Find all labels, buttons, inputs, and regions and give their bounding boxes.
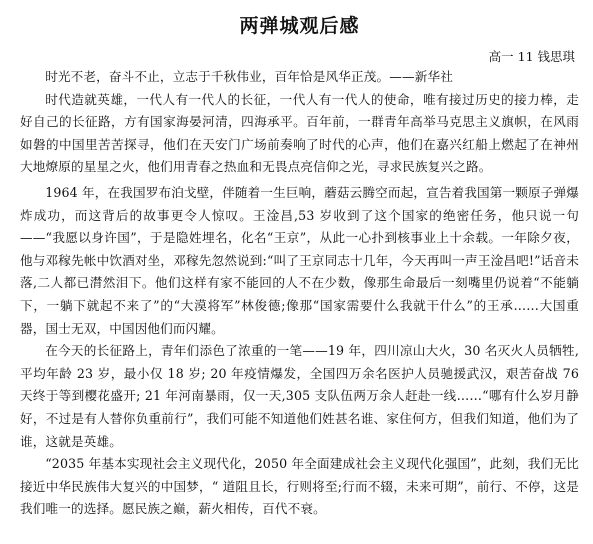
author-line: 高一 11 钱思琪 xyxy=(488,49,575,64)
paragraph-quote: 时光不老，奋斗不止，立志于千秋伟业，百年恰是风华正茂。——新华社 xyxy=(45,69,453,84)
paragraph-today: 在今天的长征路上，青年们添色了浓重的一笔——19 年，四川凉山大火，30 名灭火人员牺牲,平均年龄 23 岁，最小仅 18 岁; 20 年疫情爆发，全国四万余名医护人员驰援武汉，艰苦奋战 76 天终于等到樱花盛开; 21 年河南暴雨，仅一天,305 支队伍两万余人赶赴一线……“哪有什么岁月静好，不过是有人替你负重前行”，我们可能不知道他们姓甚名谁、家住何方，但我们知道，他们为了谁，这就是英雄。 xyxy=(20,343,579,449)
paragraph-intro: 时代造就英雄，一代人有一代人的长征，一代人有一代人的使命，唯有接过历史的接力棒，走好自己的长征路，方有国家海晏河清，四海承平。百年前，一群青年高举马克思主义旗帜，在风雨如磐的中国里苦苦探寻，他们在天安门广场前奏响了时代的心声，他们在嘉兴红船上燃起了在神州大地燎原的星星之火，他们用青春之热血和无畏点亮信仰之光，寻求民族复兴之路。 xyxy=(20,91,579,175)
paragraph-1964: 1964 年，在我国罗布泊戈壁，伴随着一生巨响，蘑菇云腾空而起，宣告着我国第一颗原子弹爆炸成功，而这背后的故事更令人惊叹。王淦昌,53 岁收到了这个国家的绝密任务，他只说一句——“我愿以身许国”，于是隐姓埋名，化名“王京”，从此一心扑到核事业上十余载。一年除夕夜，他与邓稼先帐中饮酒对坐，邓稼先忽然说到:“叫了王京同志十几年，今天再叫一声王淦昌吧!”话音未落,二人都已潸然泪下。他们这样有家不能回的人不在少数，像那生命最后一刻嘴里仍说着“不能躺下，一躺下就起不来了”的“大漠将军”林俊德;像那“国家需要什么我就干什么”的王承……大国重器，国士无双，中国因他们而闪耀。 xyxy=(20,184,579,336)
document-title: 两弹城观后感 xyxy=(239,15,360,37)
paragraph-2035: “2035 年基本实现社会主义现代化，2050 年全面建成社会主义现代化强国”，此刻，我们无比接近中华民族伟大复兴的中国梦，“ 道阻且长，行则将至;行而不辍，未来可期”，前行、不停，这是我们唯一的选择。愿民族之巅，薪火相传，百代不衰。 xyxy=(20,456,579,517)
